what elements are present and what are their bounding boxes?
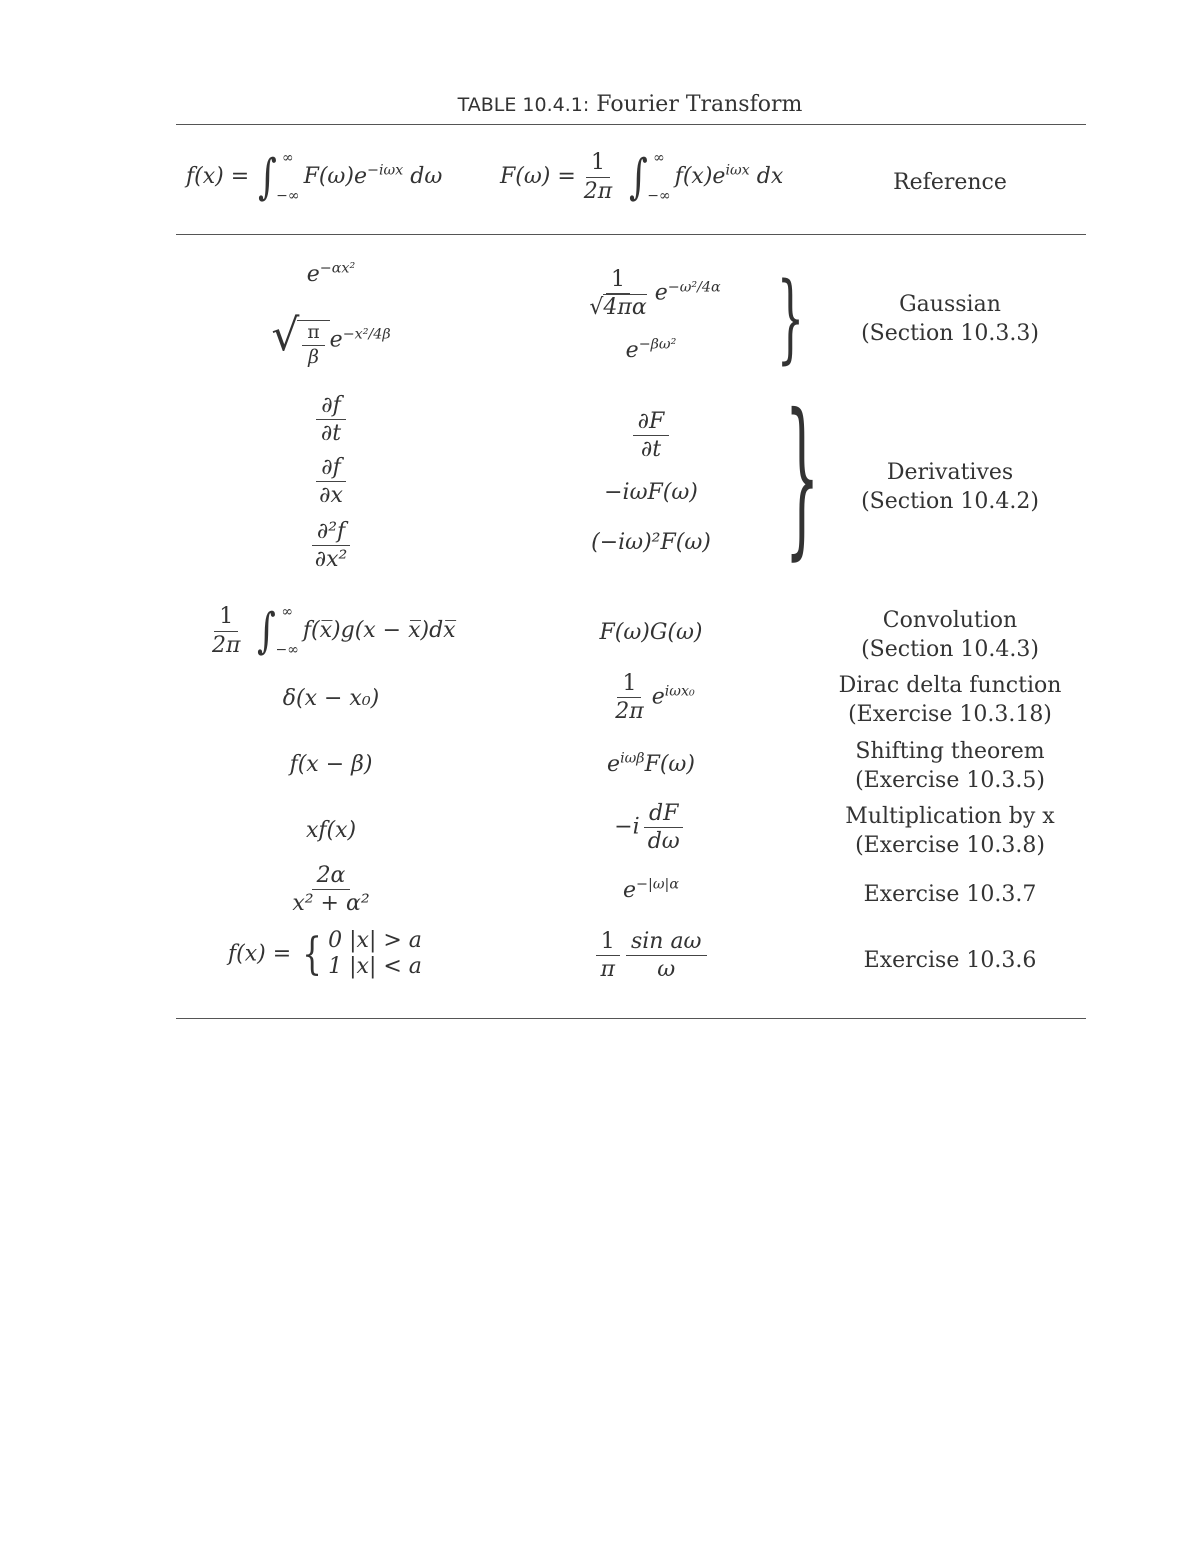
gaussian-brace: } (776, 262, 805, 374)
fraction-numerator: 1 (596, 930, 620, 956)
fraction-denominator: 2π (212, 632, 241, 658)
convolution-integrand: f(x̅)g(x − x̅)dx̅ (302, 618, 456, 643)
radicand: 4πα (603, 295, 647, 321)
reference-title: Shifting theorem (855, 739, 1045, 764)
lower-limit: −∞ (276, 188, 300, 204)
reference-title: Multiplication by x (845, 804, 1055, 829)
header-col2-lhs: F(ω) = (500, 164, 576, 189)
fraction-numerator: 1 (586, 151, 610, 177)
fraction (633, 410, 670, 461)
base: e (625, 338, 639, 363)
lower-limit: −∞ (647, 188, 671, 204)
header-col2-differential: dx (756, 164, 784, 189)
fraction-numerator: 1 (214, 605, 238, 631)
reference-section: (Section 10.4.3) (861, 637, 1039, 662)
reference-title: Exercise 10.3.7 (863, 882, 1037, 907)
base: e (654, 280, 668, 306)
lorentzian-f (176, 864, 486, 915)
header-col1-integrand: F(ω)e (303, 164, 367, 189)
cases-brace: { (302, 928, 322, 980)
dirac-f: δ(x − x₀) (282, 686, 380, 711)
upper-limit: ∞ (281, 604, 294, 620)
derivatives-f1 (176, 394, 486, 445)
fraction-numerator: 1 (606, 268, 630, 294)
fraction (316, 394, 346, 445)
header-col1-differential: dω (410, 164, 443, 189)
exponent: −βω² (638, 336, 677, 353)
fraction-denominator: √4πα (589, 295, 647, 321)
fraction-numerator: sin aω (626, 930, 707, 956)
shifting-f: f(x − β) (289, 752, 373, 777)
derivatives-brace: } (784, 378, 820, 576)
header-reference: Reference (893, 170, 1007, 195)
reference-section: (Exercise 10.3.8) (855, 833, 1045, 858)
reference-title: Gaussian (899, 292, 1001, 317)
integral-sign: ∫ ∞ −∞ (629, 149, 671, 205)
header-inverse-transform (186, 150, 442, 204)
fraction (610, 672, 648, 723)
multiplication-f: xf(x) (305, 818, 357, 843)
fraction (643, 802, 685, 853)
dirac-F (486, 672, 816, 723)
fraction-denominator: dω (647, 829, 680, 855)
reference-section: (Exercise 10.3.18) (848, 702, 1052, 727)
exponent: iωβ (620, 750, 645, 767)
fraction-numerator: dF (644, 802, 683, 828)
derivatives-F1 (486, 410, 816, 461)
fraction-numerator: π (302, 323, 324, 346)
cases (328, 928, 422, 981)
exponent: −ω²/4α (667, 279, 721, 296)
gaussian-F1 (486, 268, 816, 319)
reference-section: (Exercise 10.3.5) (855, 768, 1045, 793)
integral-sign: ∫ ∞ −∞ (258, 149, 300, 205)
derivatives-reference (820, 458, 1080, 516)
fraction-numerator: ∂²f (312, 520, 350, 546)
fraction-denominator: ω (657, 957, 676, 983)
boxcar-F (486, 930, 816, 981)
top-rule (176, 124, 1086, 125)
fraction-denominator: x² + α² (292, 891, 370, 917)
reference-title: Derivatives (886, 460, 1014, 485)
convolution-F: F(ω)G(ω) (599, 620, 703, 645)
fraction-denominator: π (600, 957, 615, 983)
fraction (595, 930, 619, 981)
reference-title: Exercise 10.3.6 (863, 948, 1037, 973)
shifting-F (486, 752, 816, 777)
fraction-denominator: ∂t (640, 437, 662, 463)
base: e (329, 327, 343, 353)
derivatives-F2: −iωF(ω) (604, 480, 698, 505)
boxcar-f (228, 928, 422, 981)
reference-title: Dirac delta function (838, 673, 1062, 698)
multiplication-reference (820, 802, 1080, 860)
fraction (626, 930, 707, 981)
fraction (310, 520, 353, 571)
fraction-numerator: ∂f (316, 394, 346, 420)
lorentzian-reference (820, 880, 1080, 909)
header-forward-transform (500, 150, 783, 204)
header-rule (176, 234, 1086, 235)
square-root: √ $\frac{\pi}{\beta}$ (271, 314, 329, 367)
fraction-numerator: 1 (617, 672, 641, 698)
derivatives-f2 (176, 456, 486, 507)
convolution-reference (820, 606, 1080, 664)
reference-section: (Section 10.4.2) (861, 489, 1039, 514)
exponent: iωx₀ (664, 683, 695, 700)
fraction-numerator: ∂f (316, 456, 346, 482)
fraction-denominator: β (308, 346, 319, 368)
gaussian-F2 (486, 338, 816, 363)
caption-label: TABLE 10.4.1: (457, 94, 590, 116)
boxcar-reference (820, 946, 1080, 975)
reference-section: (Section 10.3.3) (861, 321, 1039, 346)
fraction (302, 323, 324, 367)
fraction-denominator: 2π (583, 178, 613, 204)
fraction-denominator: ∂x² (314, 547, 348, 573)
dirac-reference (820, 671, 1080, 729)
fraction-numerator: 2α (312, 864, 351, 890)
exponent: −αx² (319, 260, 356, 277)
reference-title: Convolution (882, 608, 1018, 633)
header-col2-fraction (579, 151, 617, 202)
derivatives-F3: (−iω)²F(ω) (591, 530, 711, 555)
table-caption (0, 92, 1200, 117)
prefix: −i (614, 814, 640, 840)
upper-limit: ∞ (282, 150, 294, 166)
transform-factor: F(ω) (644, 752, 695, 777)
header-col2-integrand: f(x)e (674, 164, 726, 189)
case-two: 1 |x| < a (328, 954, 422, 980)
derivatives-f3 (176, 520, 486, 571)
gaussian-f1 (176, 262, 486, 287)
fraction-denominator: 2π (615, 699, 644, 725)
fraction-numerator: ∂F (633, 410, 670, 436)
base: e (306, 262, 320, 287)
exponent: −x²/4β (342, 326, 391, 343)
fraction-denominator: ∂t (320, 421, 342, 447)
gaussian-reference (820, 290, 1080, 348)
fraction (584, 268, 651, 319)
convolution-f (204, 604, 456, 658)
bottom-rule (176, 1018, 1086, 1019)
shifting-reference (820, 737, 1080, 795)
base: e (607, 752, 621, 777)
exponent: −|ω|α (636, 876, 679, 893)
fraction (207, 605, 245, 656)
fraction (314, 456, 348, 507)
caption-title: Fourier Transform (596, 92, 803, 117)
lorentzian-F (486, 878, 816, 903)
lower-limit: −∞ (275, 642, 299, 658)
header-col1-exponent: −iωx (366, 162, 404, 179)
boxcar-lhs: f(x) = (228, 941, 292, 967)
integral-sign: ∫ ∞ −∞ (257, 603, 299, 659)
header-col1-lhs: f(x) = (186, 164, 250, 189)
multiplication-F (486, 802, 816, 853)
fraction-denominator: ∂x (319, 483, 343, 509)
case-one: 0 |x| > a (328, 928, 422, 953)
upper-limit: ∞ (653, 150, 665, 166)
fraction (287, 864, 374, 915)
base: e (651, 684, 665, 710)
header-col2-exponent: iωx (725, 162, 750, 179)
gaussian-f2 (176, 310, 486, 368)
base: e (623, 878, 637, 903)
